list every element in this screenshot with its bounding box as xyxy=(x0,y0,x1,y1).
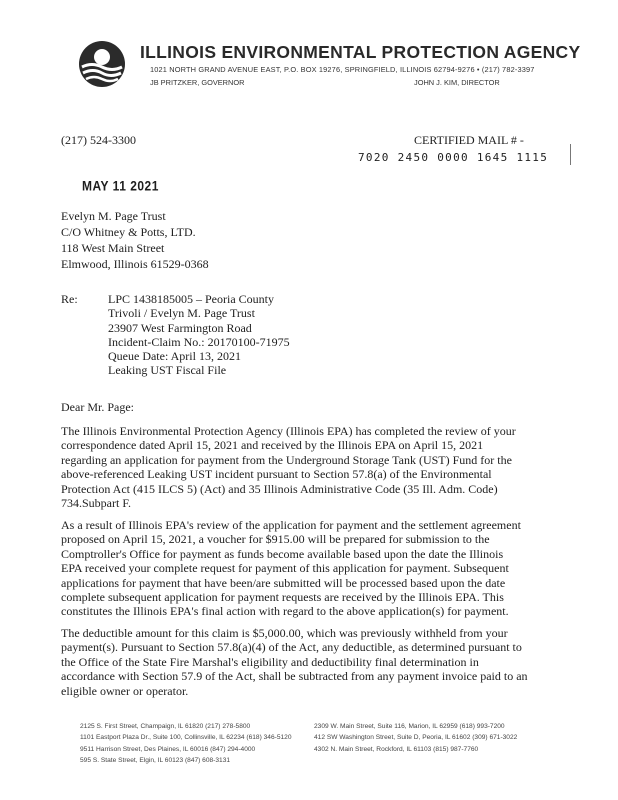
tracking-number: 7020 2450 0000 1645 1115 xyxy=(358,151,549,164)
paragraph-line: applications for payment that have been/are submitted will be processed based upon the date xyxy=(61,575,506,590)
reference-block xyxy=(108,292,290,378)
agency-address: 1021 NORTH GRAND AVENUE EAST, P.O. BOX 19276, SPRINGFIELD, ILLINOIS 62794-9276 • (217) 782-3397 xyxy=(150,65,535,74)
paragraph-line: Protection Act (415 ILCS 5) (Act) and 35 Illinois Administrative Code (35 Ill. Adm. Code) xyxy=(61,481,498,496)
paragraph-deductible xyxy=(61,626,557,698)
reference-line: 23907 West Farmington Road xyxy=(108,320,252,335)
footer-offices-left xyxy=(80,721,292,767)
paragraph-line: the Office of the State Fire Marshal's eligibility and deductibility final determination in xyxy=(61,654,479,669)
governor-name: JB PRITZKER, GOVERNOR xyxy=(150,78,245,87)
recipient-line: 118 West Main Street xyxy=(61,241,165,255)
paragraph-line: The Illinois Environmental Protection Agency (Illinois EPA) has completed the review of your xyxy=(61,424,516,438)
paragraph-line: correspondence dated April 15, 2021 and received by the Illinois EPA on April 15, 2021 xyxy=(61,438,484,453)
paragraph-voucher xyxy=(61,518,557,619)
paragraph-line: accordance with Section 57.9 of the Act, shall be subtracted from any payment invoice paid to an xyxy=(61,669,528,684)
paragraph-line: above-referenced Leaking UST incident pursuant to Section 57.8(a) of the Environmental xyxy=(61,467,492,482)
recipient-line: C/O Whitney & Potts, LTD. xyxy=(61,225,196,239)
reference-line: LPC 1438185005 – Peoria County xyxy=(108,292,275,306)
director-name: JOHN J. KIM, DIRECTOR xyxy=(414,78,500,87)
footer-line: 9511 Harrison Street, Des Plaines, IL 60016 (847) 294-4000 xyxy=(80,745,256,753)
paragraph-line: constitutes the Illinois EPA's final action with regard to the above application(s) for payment. xyxy=(61,604,509,619)
illinois-epa-seal-icon xyxy=(78,40,126,88)
paragraph-review xyxy=(61,424,557,510)
footer-line: 1101 Eastport Plaza Dr., Suite 100, Collinsville, IL 62234 (618) 346-5120 xyxy=(80,734,292,742)
contact-phone: (217) 524-3300 xyxy=(61,133,136,147)
paragraph-line: eligible owner or operator. xyxy=(61,683,189,698)
recipient-line: Elmwood, Illinois 61529-0368 xyxy=(61,257,209,271)
reference-line: Queue Date: April 13, 2021 xyxy=(108,349,241,364)
agency-name: ILLINOIS ENVIRONMENTAL PROTECTION AGENCY xyxy=(140,42,581,62)
footer-offices-right xyxy=(314,721,517,755)
salutation: Dear Mr. Page: xyxy=(61,400,134,414)
paragraph-line: The deductible amount for this claim is $5,000.00, which was previously withheld from your xyxy=(61,626,508,640)
certified-mail-label: CERTIFIED MAIL # - xyxy=(414,133,524,147)
paragraph-line: EPA received your complete request for payment of this application for payment. Subsequent xyxy=(61,561,509,576)
recipient-address xyxy=(61,208,209,272)
footer-line: 595 S. State Street, Elgin, IL 60123 (847) 608-3131 xyxy=(80,757,231,765)
paragraph-line: payment(s). Pursuant to Section 57.8(a)(4) of the Act, any deductible, as determined pursuant to xyxy=(61,640,522,655)
reference-label: Re: xyxy=(61,292,78,306)
date-stamp: MAY 11 2021 xyxy=(82,177,159,195)
paragraph-line: complete subsequent application for payment requests are received by the Illinois EPA. This xyxy=(61,590,504,605)
footer-line: 2125 S. First Street, Champaign, IL 61820 (217) 278-5800 xyxy=(80,723,251,730)
reference-line: Trivoli / Evelyn M. Page Trust xyxy=(108,306,255,321)
footer-line: 2309 W. Main Street, Suite 116, Marion, IL 62959 (618) 993-7200 xyxy=(314,723,505,730)
paragraph-line: proposed on April 15, 2021, a voucher for $915.00 will be prepared for submission to the xyxy=(61,532,490,547)
recipient-line: Evelyn M. Page Trust xyxy=(61,209,166,223)
footer-line: 4302 N. Main Street, Rockford, IL 61103 (815) 987-7760 xyxy=(314,745,479,753)
paragraph-line: As a result of Illinois EPA's review of the application for payment and the settlement agreement xyxy=(61,518,521,532)
reference-line: Leaking UST Fiscal File xyxy=(108,363,227,378)
paragraph-line: Comptroller's Office for payment as funds become available based upon the date the Illinois xyxy=(61,546,504,561)
footer-line: 412 SW Washington Street, Suite D, Peoria, IL 61602 (309) 671-3022 xyxy=(314,734,518,742)
margin-mark xyxy=(570,144,571,165)
reference-line: Incident-Claim No.: 20170100-71975 xyxy=(108,334,290,349)
paragraph-line: 734.Subpart F. xyxy=(61,496,132,511)
paragraph-line: regarding an application for payment from the Underground Storage Tank (UST) Fund for the xyxy=(61,452,512,467)
